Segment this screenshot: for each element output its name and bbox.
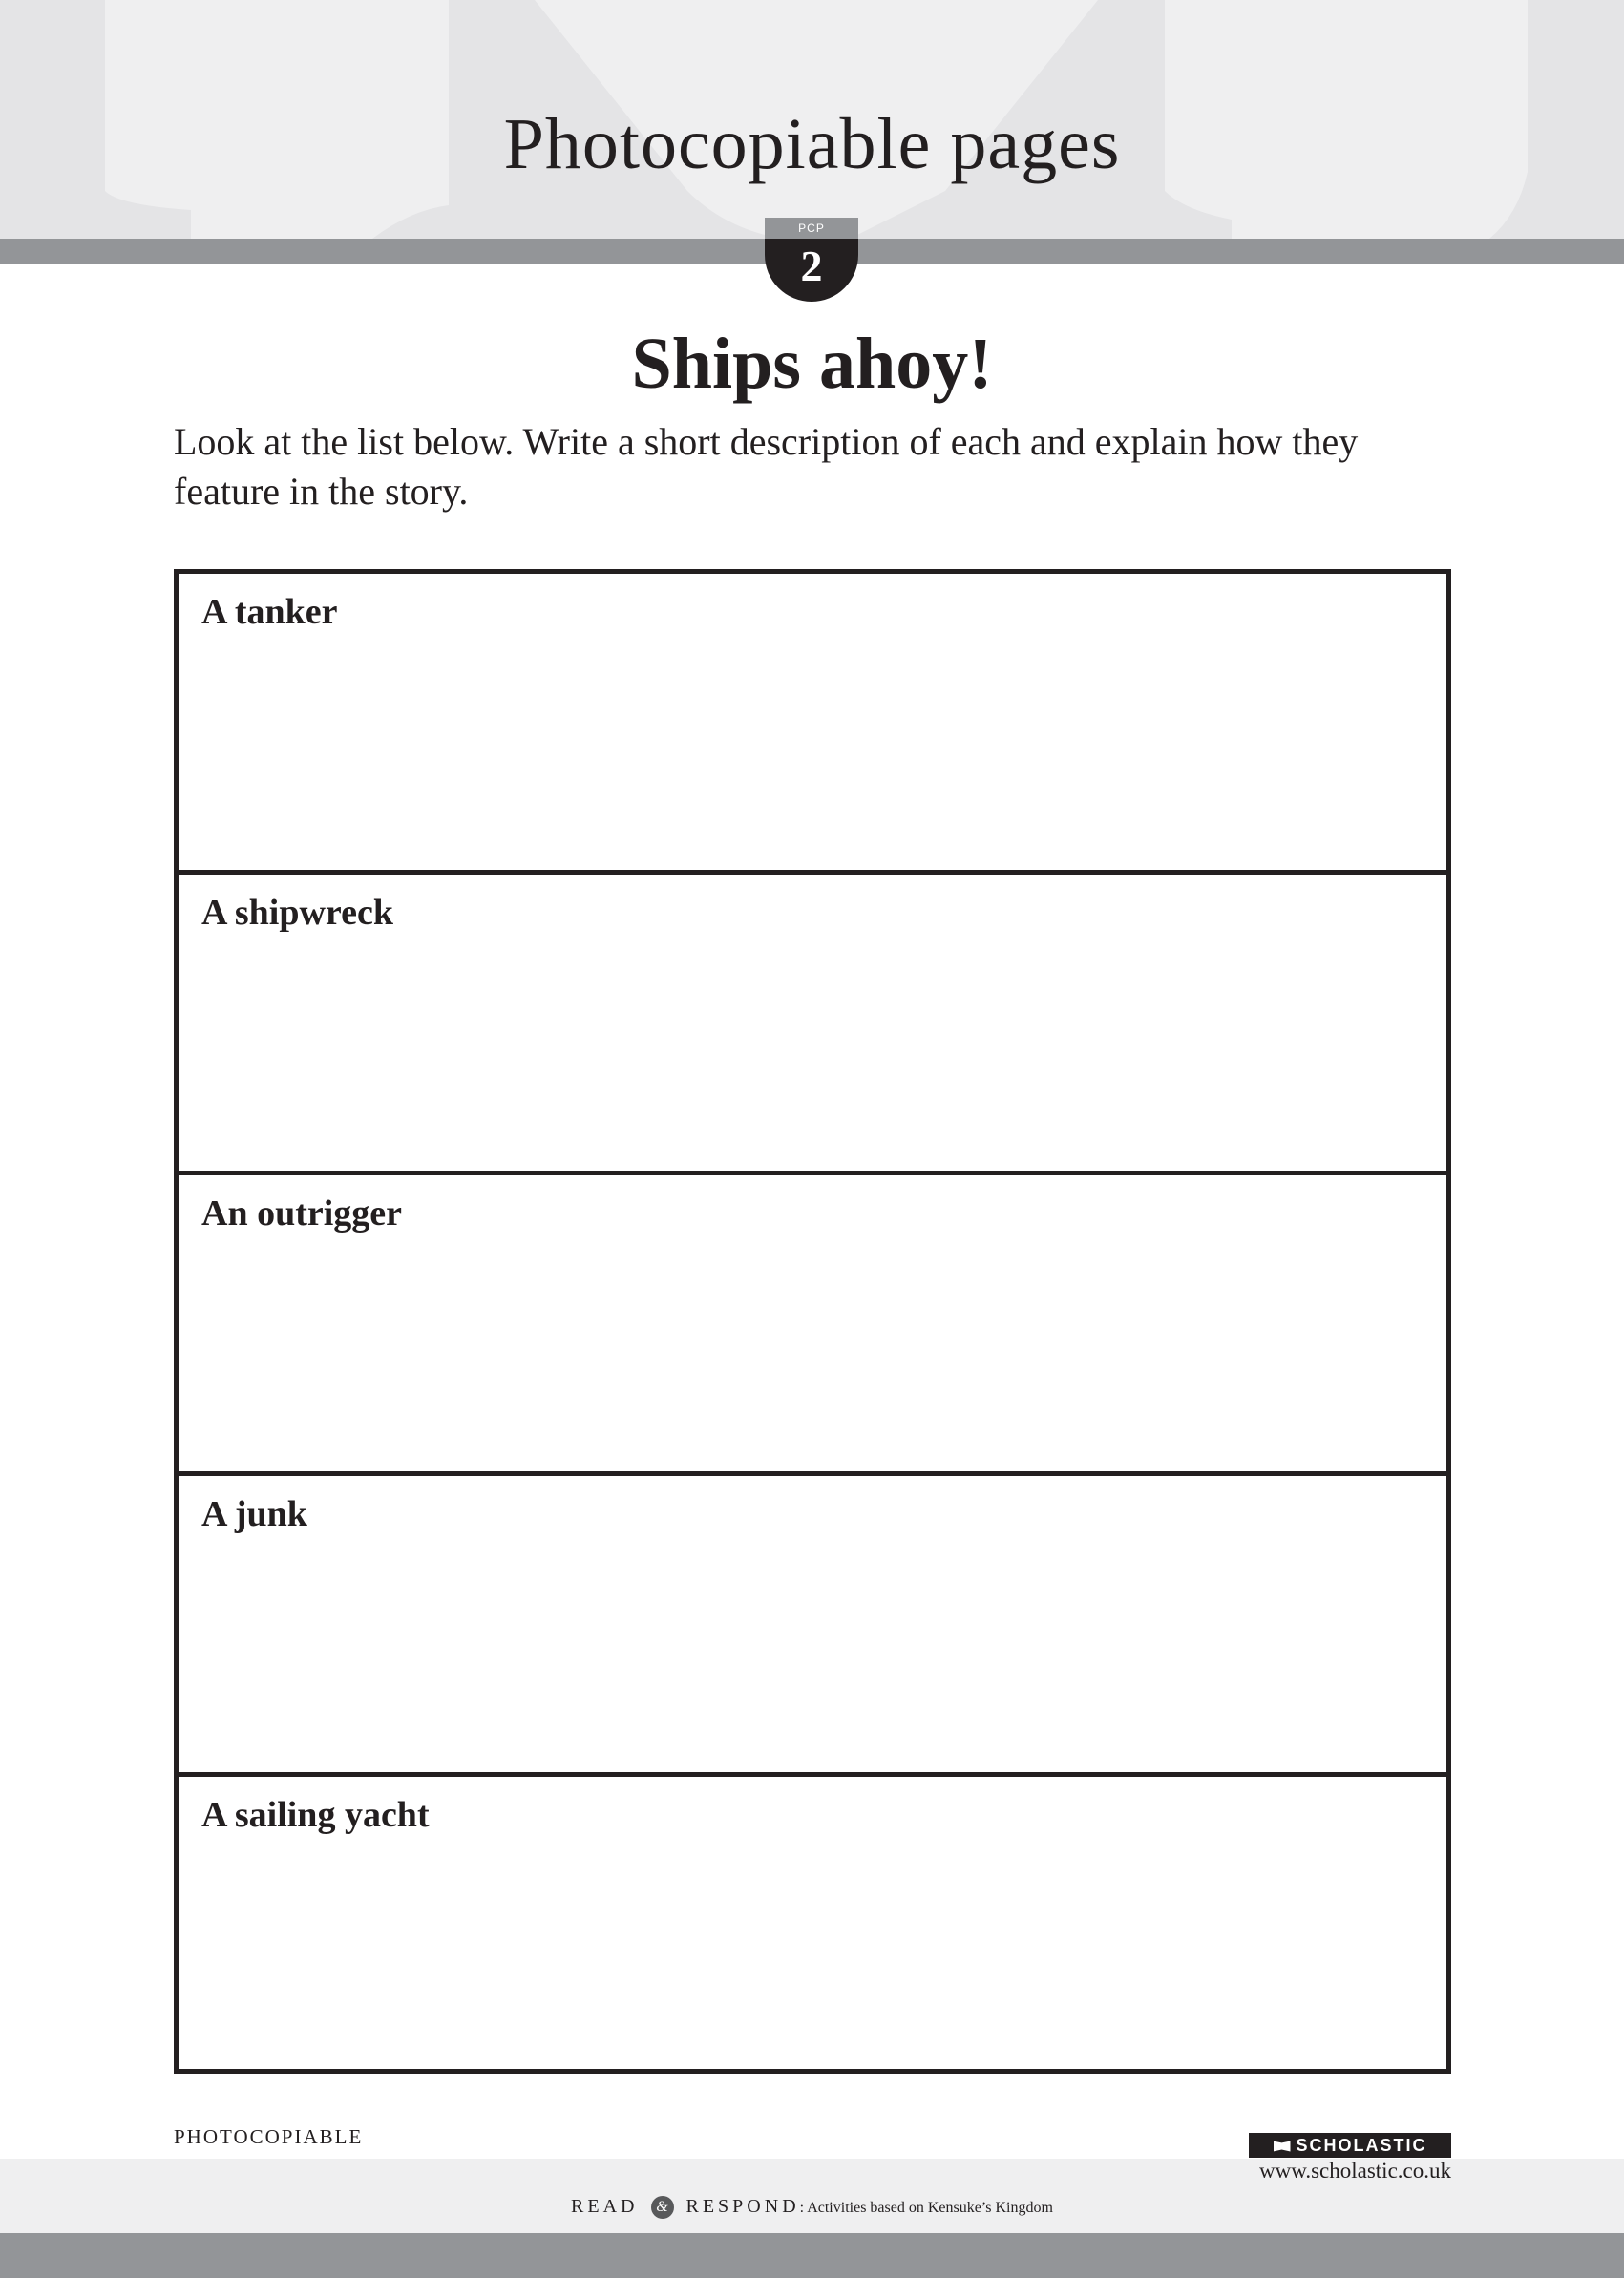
answer-write-area[interactable] [179,650,1446,870]
answer-write-area[interactable] [179,1252,1446,1471]
badge-cap [765,218,858,239]
series-subtitle: : Activities based on Kensuke’s Kingdom [799,2200,1053,2216]
badge-number: 2 [800,242,823,290]
answer-row-label: An outrigger [201,1193,403,1234]
answer-row-junk [179,1476,1446,1777]
series-respond: RESPOND [685,2196,800,2217]
answer-row-label: A junk [201,1494,307,1534]
ampersand-icon: & [651,2196,674,2219]
answer-row-label: A tanker [201,592,338,632]
book-icon [1274,2140,1291,2152]
answer-row-outrigger [179,1175,1446,1476]
answer-row-tanker [179,574,1446,875]
publisher-logo [1249,2133,1451,2158]
answer-table [174,569,1451,2074]
footer-bar [0,2233,1624,2278]
worksheet-title: Ships ahoy! [631,324,993,404]
series-read: READ [571,2196,639,2217]
badge-caption: PCP [798,221,825,235]
photocopiable-label: PHOTOCOPIABLE [174,2125,364,2148]
section-heading: Photocopiable pages [503,104,1121,184]
worksheet-instructions: Look at the list below. Write a short description of each and explain how they feature in the story. [174,420,1359,513]
series-footer [0,2196,1624,2219]
answer-write-area[interactable] [179,951,1446,1171]
answer-row-label: A shipwreck [201,893,393,933]
answer-write-area[interactable] [179,1552,1446,1772]
answer-row-shipwreck [179,875,1446,1175]
answer-row-sailing-yacht [179,1777,1446,2073]
publisher-website: www.scholastic.co.uk [1259,2159,1451,2183]
answer-write-area[interactable] [179,1853,1446,2073]
publisher-name: SCHOLASTIC [1296,2135,1427,2155]
page-number-badge [765,218,858,302]
answer-row-label: A sailing yacht [201,1795,430,1835]
